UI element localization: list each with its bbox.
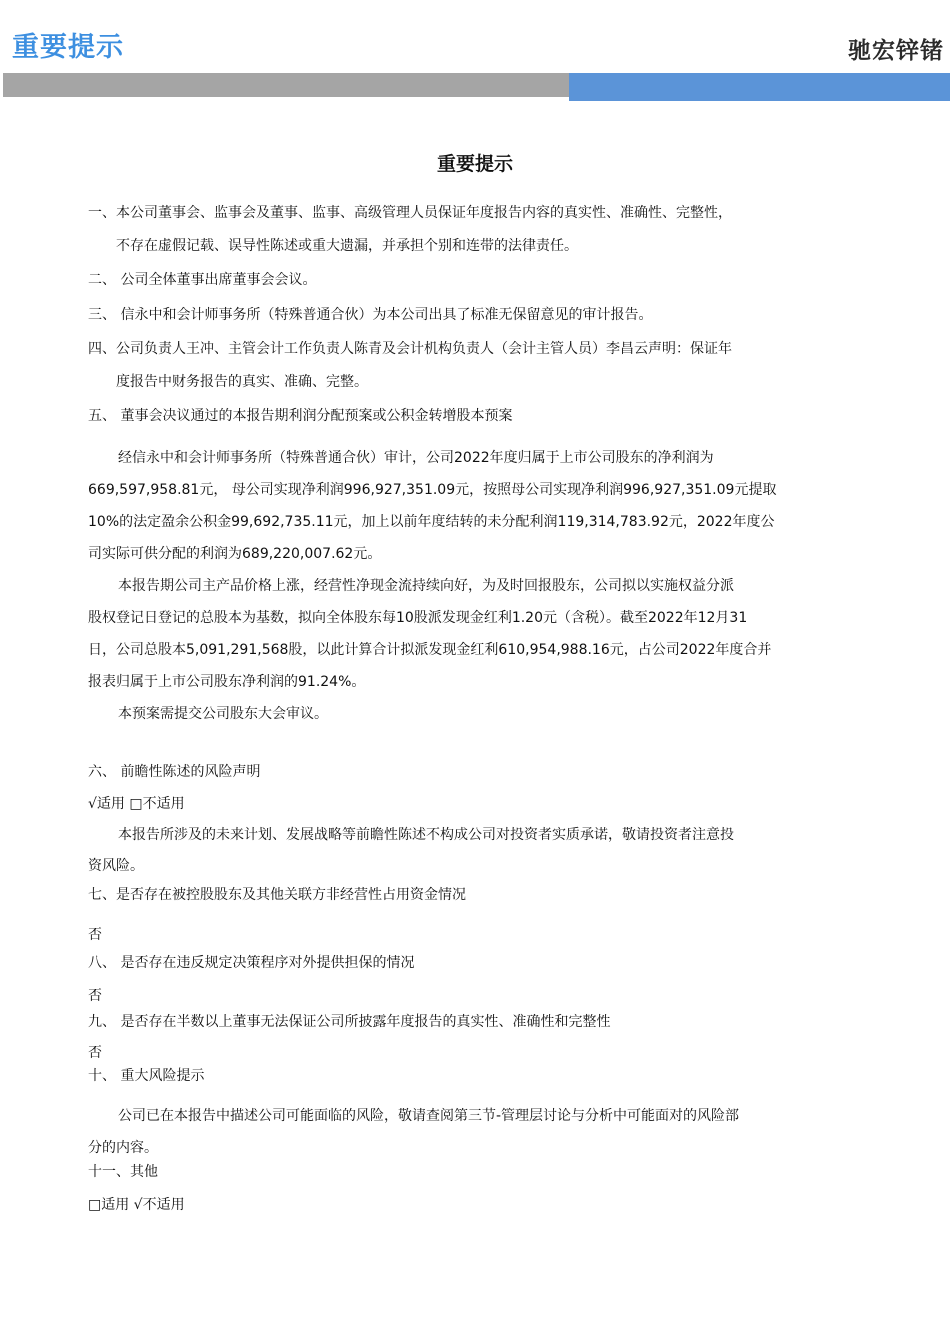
item-4-line-2: 度报告中财务报告的真实、准确、完整。 [116, 374, 368, 390]
header-gray-bar [3, 73, 569, 97]
item-3: 三、 信永中和会计师事务所（特殊普通合伙）为本公司出具了标准无保留意见的审计报告。 [88, 307, 653, 323]
item-11-applicable: □适用 √不适用 [88, 1197, 185, 1213]
item-2: 二、 公司全体董事出席董事会会议。 [88, 272, 317, 288]
item-7-answer: 否 [88, 927, 102, 943]
header-brand-logo: 驰宏锌锗 [848, 38, 944, 64]
item-1-line-1: 一、本公司董事会、监事会及董事、监事、高级管理人员保证年度报告内容的真实性、准确性、完整性， [88, 205, 732, 221]
item-6-text-line-2: 资风险。 [88, 858, 144, 874]
header-blue-bar [569, 73, 950, 101]
item-8-heading: 八、 是否存在违反规定决策程序对外提供担保的情况 [88, 955, 415, 971]
item-6-text-line-1: 本报告所涉及的未来计划、发展战略等前瞻性陈述不构成公司对投资者实质承诺，敬请投资者注意投 [118, 827, 734, 843]
item-10-heading: 十、 重大风险提示 [88, 1068, 205, 1084]
item-10-text-line-2: 分的内容。 [88, 1140, 158, 1156]
item-9-heading: 九、 是否存在半数以上董事无法保证公司所披露年度报告的真实性、准确性和完整性 [88, 1014, 611, 1030]
item-11-heading: 十一、其他 [88, 1164, 158, 1180]
dividend-para-line-2: 股权登记日登记的总股本为基数，拟向全体股东每10股派发现金红利1.20元（含税）。截至2022年12月31 [88, 610, 748, 626]
dividend-para-line-4: 报表归属于上市公司股东净利润的91.24%。 [88, 674, 366, 690]
profit-para-line-1: 经信永中和会计师事务所（特殊普通合伙）审计，公司2022年度归属于上市公司股东的净利润为 [118, 450, 714, 466]
item-10-text-line-1: 公司已在本报告中描述公司可能面临的风险，敬请查阅第三节-管理层讨论与分析中可能面对的风险部 [118, 1108, 740, 1124]
dividend-para-line-3: 日，公司总股本5,091,291,568股，以此计算合计拟派发现金红利610,954,988.16元，占公司2022年度合并 [88, 642, 772, 658]
profit-para-line-4: 司实际可供分配的利润为689,220,007.62元。 [88, 546, 382, 562]
profit-para-line-3: 10%的法定盈余公积金99,692,735.11元，加上以前年度结转的未分配利润119,314,783.92元，2022年度公 [88, 514, 775, 530]
document-title: 重要提示 [436, 153, 513, 175]
dividend-para-line-1: 本报告期公司主产品价格上涨，经营性净现金流持续向好，为及时回报股东，公司拟以实施权益分派 [118, 578, 734, 594]
item-6-heading: 六、 前瞻性陈述的风险声明 [88, 764, 261, 780]
item-6-applicable: √适用 □不适用 [88, 796, 185, 812]
item-7-heading: 七、是否存在被控股股东及其他关联方非经营性占用资金情况 [88, 887, 466, 903]
item-9-answer: 否 [88, 1045, 102, 1061]
item-5-heading: 五、 董事会决议通过的本报告期利润分配预案或公积金转增股本预案 [88, 408, 513, 424]
profit-para-line-2: 669,597,958.81元， 母公司实现净利润996,927,351.09元，按照母公司实现净利润996,927,351.09元提取 [88, 482, 777, 498]
item-1-line-2: 不存在虚假记载、误导性陈述或重大遗漏，并承担个别和连带的法律责任。 [116, 238, 578, 254]
header-section-title: 重要提示 [12, 32, 124, 63]
item-4-line-1: 四、公司负责人王冲、主管会计工作负责人陈青及会计机构负责人（会计主管人员）李昌云声明：保证年 [88, 341, 732, 357]
proposal-note: 本预案需提交公司股东大会审议。 [118, 706, 328, 722]
item-8-answer: 否 [88, 988, 102, 1004]
